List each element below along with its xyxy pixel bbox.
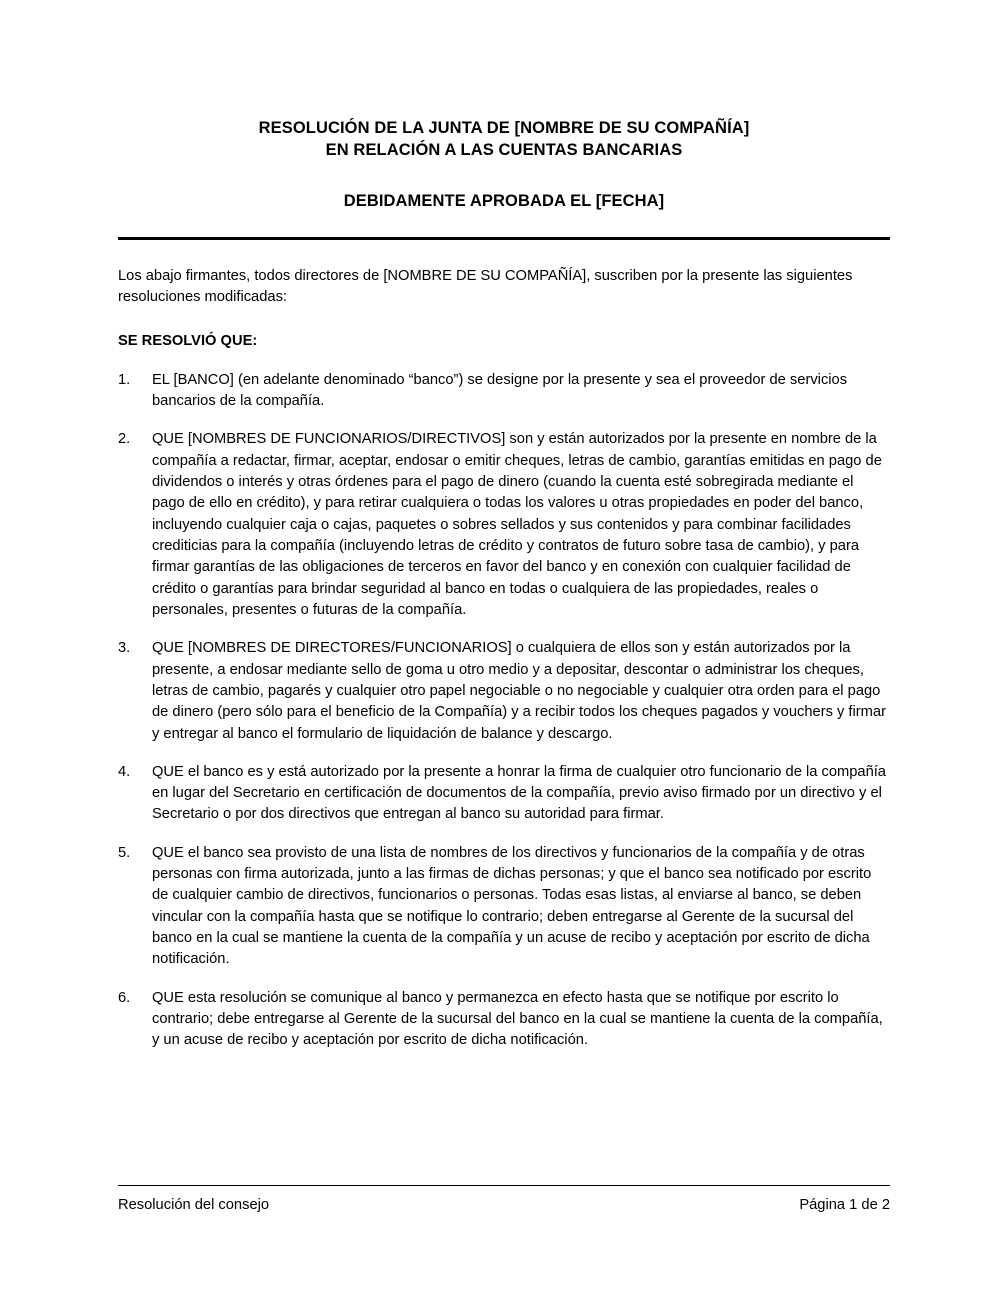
list-item-number: 1. [118, 371, 131, 388]
list-item-number: 4. [118, 763, 131, 780]
intro-paragraph: Los abajo firmantes, todos directores de [NOMBRE DE SU COMPAÑÍA], suscriben por la presente las siguientes resoluciones modificadas: [118, 267, 853, 306]
list-item [118, 429, 890, 621]
page-footer [118, 1185, 890, 1213]
footer-divider [118, 1185, 890, 1186]
list-item-number: 6. [118, 989, 131, 1006]
list-item [118, 843, 890, 971]
list-item-number: 2. [118, 431, 131, 448]
list-item-number: 3. [118, 640, 131, 657]
list-item-text: QUE esta resolución se comunique al banco y permanezca en efecto hasta que se notifique por escrito lo contrario; debe entregarse al Gerente de la sucursal del banco en la cual se mantiene la cuenta de la compañía, y un acuse de recibo y aceptación por escrito de dicha notificación. [152, 989, 883, 1049]
list-item-number: 5. [118, 844, 131, 861]
footer-page-number: Página 1 de 2 [799, 1197, 890, 1213]
header-divider [118, 237, 890, 240]
footer-document-name: Resolución del consejo [118, 1197, 270, 1213]
list-item-text: QUE el banco sea provisto de una lista de nombres de los directivos y funcionarios de la compañía y de otras personas con firma autorizada, junto a las firmas de dichas personas; y que el banco sea notificado por escrito de cualquier cambio de directivos, funcionarios o personas. Todas esas listas, al enviarse al banco, se deben vincular con la compañía hasta que se notifique lo contrario; deben entregarse al Gerente de la sucursal del banco en la cual se mantiene la cuenta de la compañía y un acuse de recibo y aceptación por escrito de dicha notificación. [152, 844, 872, 968]
page-title-line-1: RESOLUCIÓN DE LA JUNTA DE [NOMBRE DE SU COMPAÑÍA] [258, 119, 750, 137]
list-item [118, 988, 890, 1052]
page-title-line-2: EN RELACIÓN A LAS CUENTAS BANCARIAS [325, 140, 683, 159]
list-item [118, 762, 890, 826]
document-title-block [118, 118, 890, 211]
list-item-text: EL [BANCO] (en adelante denominado “banco”) se designe por la presente y sea el proveedor de servicios bancarios de la compañía. [152, 371, 848, 410]
resolved-heading: SE RESOLVIÓ QUE: [118, 332, 258, 349]
resolution-list [118, 370, 890, 1052]
list-item-text: QUE el banco es y está autorizado por la presente a honrar la firma de cualquier otro funcionario de la compañía en lugar del Secretario en certificación de documentos de la compañía, previo aviso firmado por un directivo y el Secretario o por dos directivos que entregan al banco su autoridad para firmar. [152, 763, 886, 823]
document-body [118, 0, 890, 1069]
list-item-text: QUE [NOMBRES DE DIRECTORES/FUNCIONARIOS] o cualquiera de ellos son y están autorizados por la presente, a endosar mediante sello de goma u otro medio y a depositar, descontar o administrar los cheques, letras de cambio, pagarés y cualquier otro papel negociable o no negociable y cualquier otra orden para el pago de dinero (pero sólo para el beneficio de la Compañía) y a recibir todos los cheques pagados y vouchers y firmar y entregar al banco el formulario de liquidación de balance y descargo. [152, 640, 886, 742]
list-item [118, 638, 890, 745]
list-item [118, 370, 890, 413]
footer-row [118, 1197, 890, 1213]
page-subtitle: DEBIDAMENTE APROBADA EL [FECHA] [343, 191, 665, 210]
list-item-text: QUE [NOMBRES DE FUNCIONARIOS/DIRECTIVOS] son y están autorizados por la presente en nombre de la compañía a redactar, firmar, aceptar, endosar o emitir cheques, letras de cambio, garantías emitidas en pago de dividendos o interés y otras órdenes para el pago de dinero (cuando la cuenta esté sobregirada mediante el pago de ello en crédito), y para retirar cualquiera o todas los valores u otras propiedades en poder del banco, incluyendo cualquier caja o cajas, paquetes o sobres sellados y sus contenidos y para combinar facilidades crediticias para la compañía (incluyendo letras de crédito y contratos de futuro sobre tasa de cambio), y para firmar garantías de las obligaciones de terceros en favor del banco y en conexión con cualquier facilidad de crédito o garantías para brindar seguridad al banco en todas o cualquiera de las propiedades, reales o personales, presentes o futuras de la compañía. [152, 431, 882, 618]
